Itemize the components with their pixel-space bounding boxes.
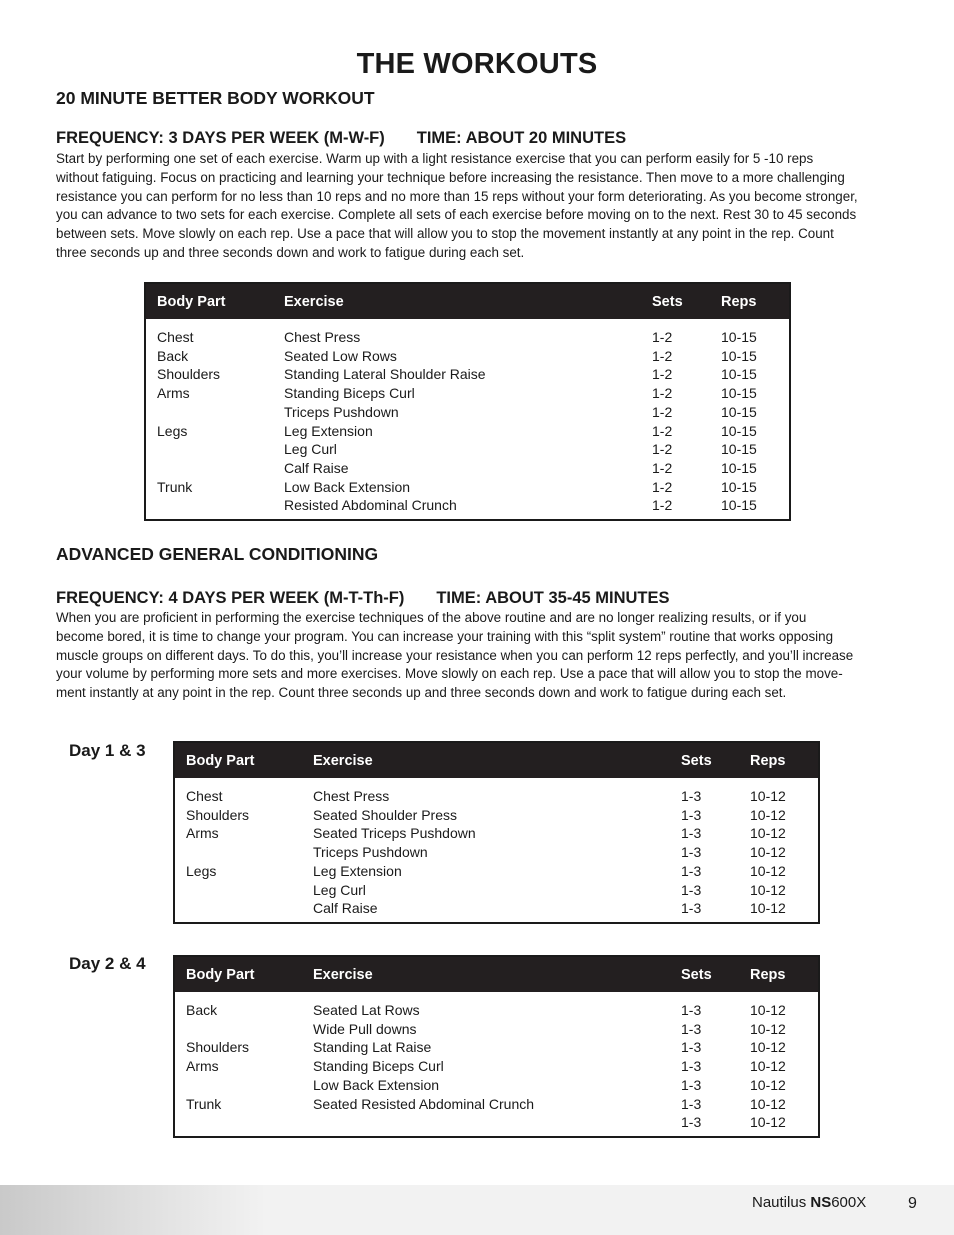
model-suffix: 600X [831, 1194, 867, 1211]
header-body-part: Body Part [186, 752, 255, 769]
cell-reps: 10-15 [721, 422, 757, 439]
paragraph-line: When you are proficient in performing the exercise techniques of the above routine and are no longer realizing results, or if you [56, 610, 807, 625]
cell-exercise: Wide Pull downs [313, 1020, 417, 1037]
cell-body-part: Shoulders [157, 366, 221, 383]
cell-exercise: Standing Lateral Shoulder Raise [284, 366, 486, 383]
cell-exercise: Leg Extension [284, 422, 373, 439]
table-header-row [174, 742, 819, 778]
cell-exercise: Chest Press [313, 788, 390, 804]
cell-body-part [174, 843, 313, 862]
better-body-workout-table [144, 282, 791, 521]
cell-exercise: Calf Raise [313, 900, 378, 917]
cell-exercise: Triceps Pushdown [313, 844, 428, 861]
cell-exercise: Chest Press [284, 329, 361, 345]
cell-sets: 1-2 [652, 385, 673, 402]
cell-exercise: Standing Biceps Curl [313, 1058, 444, 1075]
cell-exercise: Leg Curl [313, 881, 366, 898]
cell-body-part: Arms [186, 825, 219, 842]
cell-sets: 1-3 [681, 1076, 702, 1093]
cell-body-part [174, 1113, 313, 1137]
table-row [174, 1113, 819, 1137]
table-row [145, 496, 790, 520]
cell-reps: 10-15 [721, 385, 757, 402]
day-2-4-label: Day 2 & 4 [69, 954, 146, 973]
cell-sets: 1-2 [652, 403, 673, 420]
cell-sets: 1-3 [681, 1002, 702, 1018]
cell-sets: 1-2 [652, 459, 673, 476]
cell-exercise: Leg Extension [313, 862, 402, 879]
cell-sets: 1-3 [681, 844, 702, 861]
cell-reps: 10-15 [721, 403, 757, 420]
header-reps: Reps [750, 752, 786, 769]
cell-exercise: Low Back Extension [313, 1076, 440, 1093]
paragraph-line: Start by performing one set of each exercise. Warm up with a light resistance exercise that you can perform easily for 5 -10 reps [56, 151, 814, 166]
cell-reps: 10-12 [750, 844, 786, 861]
header-reps: Reps [750, 966, 786, 983]
cell-exercise: Standing Lat Raise [313, 1039, 432, 1056]
header-exercise: Exercise [313, 752, 373, 769]
cell-sets: 1-2 [652, 366, 673, 383]
cell-reps: 10-15 [721, 347, 757, 364]
header-sets: Sets [681, 752, 712, 769]
cell-sets: 1-3 [681, 825, 702, 842]
paragraph-line: ment instantly at any point in the rep. Count three seconds up and three seconds down and work to fatigue during each set. [56, 685, 787, 701]
table-row [174, 843, 819, 862]
cell-reps: 10-12 [750, 900, 786, 917]
header-body-part: Body Part [157, 293, 226, 310]
cell-exercise: Standing Biceps Curl [284, 385, 415, 402]
intro-paragraph-1 [56, 150, 902, 263]
cell-reps: 10-12 [750, 1076, 786, 1093]
cell-reps: 10-12 [750, 1095, 786, 1112]
frequency-text: FREQUENCY: 3 DAYS PER WEEK (M-W-F) [56, 129, 385, 147]
cell-body-part: Arms [157, 385, 190, 402]
cell-body-part: Back [186, 1002, 218, 1018]
header-sets: Sets [652, 293, 683, 310]
table-row [145, 459, 790, 478]
cell-exercise: Seated Resisted Abdominal Crunch [313, 1095, 535, 1112]
cell-body-part [174, 1020, 313, 1039]
table-row [145, 365, 790, 384]
cell-sets: 1-2 [652, 347, 673, 364]
page-title: THE WORKOUTS [356, 48, 598, 80]
intro-paragraph-2 [56, 609, 902, 703]
cell-body-part: Chest [157, 329, 194, 345]
cell-exercise: Seated Lat Rows [313, 1002, 420, 1018]
cell-reps: 10-12 [750, 1002, 786, 1018]
header-exercise: Exercise [313, 966, 373, 983]
table-row [174, 1076, 819, 1095]
paragraph-line: between sets. Move slowly on each rep. Use a pace that will allow you to stop the movement instantly at any point in the rep. Count [56, 226, 834, 242]
table-row [174, 824, 819, 843]
cell-body-part: Legs [186, 862, 217, 879]
cell-sets: 1-2 [652, 497, 673, 514]
cell-body-part [145, 403, 284, 422]
paragraph-line: muscle groups on different days. To do this, you’ll increase your resistance when you can perform 12 reps perfectly, and you’ll increase [56, 647, 854, 663]
cell-body-part [145, 496, 284, 520]
header-body-part: Body Part [186, 966, 255, 983]
table-row [174, 806, 819, 825]
table-row [145, 478, 790, 497]
table-row [145, 384, 790, 403]
cell-body-part: Shoulders [186, 806, 250, 823]
table-row [174, 1020, 819, 1039]
paragraph-line: resistance you can perform for no less than 10 reps and no more than 15 reps without your form deteriorating. As you become stronger, [56, 188, 858, 204]
cell-exercise [313, 1113, 681, 1137]
cell-sets: 1-2 [652, 478, 673, 495]
table-row [174, 899, 819, 923]
cell-sets: 1-3 [681, 1114, 702, 1131]
section-heading-advanced: ADVANCED GENERAL CONDITIONING [56, 544, 379, 564]
cell-exercise: Seated Shoulder Press [313, 806, 457, 823]
cell-reps: 10-15 [721, 366, 757, 383]
cell-reps: 10-12 [750, 1114, 786, 1131]
paragraph-line: your volume by performing more sets and more exercises. Move slowly on each rep. Use a pace that will allow you to stop the move- [56, 666, 843, 682]
cell-body-part: Legs [157, 422, 188, 439]
cell-body-part [145, 440, 284, 459]
cell-body-part: Shoulders [186, 1039, 250, 1056]
cell-sets: 1-3 [681, 862, 702, 879]
cell-reps: 10-12 [750, 862, 786, 879]
section-heading-better-body: 20 MINUTE BETTER BODY WORKOUT [56, 88, 375, 108]
table-header-row [174, 956, 819, 992]
cell-exercise: Low Back Extension [284, 478, 411, 495]
frequency-text: FREQUENCY: 4 DAYS PER WEEK (M-T-Th-F) [56, 589, 405, 607]
table-row [174, 862, 819, 881]
table-row [174, 1095, 819, 1114]
table-row [145, 347, 790, 366]
page-number: 9 [908, 1195, 917, 1212]
cell-body-part [174, 1076, 313, 1095]
cell-reps: 10-15 [721, 478, 757, 495]
table-row [174, 1038, 819, 1057]
cell-body-part [145, 459, 284, 478]
cell-reps: 10-12 [750, 806, 786, 823]
cell-exercise: Seated Triceps Pushdown [313, 825, 476, 842]
cell-reps: 10-15 [721, 441, 757, 458]
cell-exercise: Seated Low Rows [284, 347, 397, 364]
cell-sets: 1-2 [652, 329, 673, 345]
cell-sets: 1-3 [681, 788, 702, 804]
cell-reps: 10-15 [721, 459, 757, 476]
paragraph-line: without fatiguing. Focus on practicing and learning your technique before increasing the resistance. Then move to a more challenging [56, 169, 845, 185]
header-reps: Reps [721, 293, 757, 310]
cell-reps: 10-12 [750, 825, 786, 842]
cell-body-part: Trunk [186, 1095, 222, 1112]
table-row [145, 440, 790, 459]
table-row [174, 992, 819, 1020]
cell-body-part [174, 899, 313, 923]
day-1-3-table [173, 741, 820, 924]
footer-brand [752, 1194, 866, 1211]
cell-sets: 1-3 [681, 881, 702, 898]
table-row [145, 319, 790, 347]
day-2-4-table [173, 955, 820, 1138]
table-row [145, 422, 790, 441]
cell-reps: 10-12 [750, 1020, 786, 1037]
header-exercise: Exercise [284, 293, 344, 310]
cell-body-part: Back [157, 347, 189, 364]
paragraph-line: you can advance to two sets for each exercise. Complete all sets of each exercise before moving on to the next. Rest 30 to 45 seconds [56, 207, 857, 223]
cell-sets: 1-2 [652, 422, 673, 439]
cell-sets: 1-3 [681, 806, 702, 823]
frequency-line-1 [56, 129, 626, 148]
table-row [145, 403, 790, 422]
cell-reps: 10-12 [750, 788, 786, 804]
table-row [174, 1057, 819, 1076]
cell-sets: 1-3 [681, 1020, 702, 1037]
table-row [174, 778, 819, 806]
paragraph-line: three seconds up and three seconds down and work to fatigue during each set. [56, 244, 525, 260]
cell-body-part: Chest [186, 788, 223, 804]
cell-sets: 1-2 [652, 441, 673, 458]
table-row [174, 881, 819, 900]
cell-exercise: Triceps Pushdown [284, 403, 399, 420]
cell-exercise: Leg Curl [284, 441, 337, 458]
cell-sets: 1-3 [681, 1058, 702, 1075]
cell-reps: 10-12 [750, 881, 786, 898]
brand-name: Nautilus [752, 1194, 807, 1211]
cell-reps: 10-15 [721, 329, 757, 345]
time-text: TIME: ABOUT 20 MINUTES [416, 129, 627, 147]
cell-body-part [174, 881, 313, 900]
cell-reps: 10-12 [750, 1058, 786, 1075]
cell-body-part: Arms [186, 1058, 219, 1075]
time-text: TIME: ABOUT 35-45 MINUTES [436, 589, 670, 607]
frequency-line-2 [56, 589, 670, 608]
model-prefix: NS [810, 1194, 832, 1211]
paragraph-line: become bored, it is time to change your program. You can increase your training with this “split system” routine that works opposing [56, 628, 834, 644]
header-sets: Sets [681, 966, 712, 983]
cell-reps: 10-15 [721, 497, 757, 514]
table-header-row [145, 283, 790, 319]
cell-exercise: Calf Raise [284, 459, 349, 476]
cell-exercise: Resisted Abdominal Crunch [284, 497, 457, 514]
day-1-3-label: Day 1 & 3 [69, 741, 146, 760]
cell-sets: 1-3 [681, 900, 702, 917]
cell-sets: 1-3 [681, 1039, 702, 1056]
cell-body-part: Trunk [157, 478, 193, 495]
cell-reps: 10-12 [750, 1039, 786, 1056]
cell-sets: 1-3 [681, 1095, 702, 1112]
